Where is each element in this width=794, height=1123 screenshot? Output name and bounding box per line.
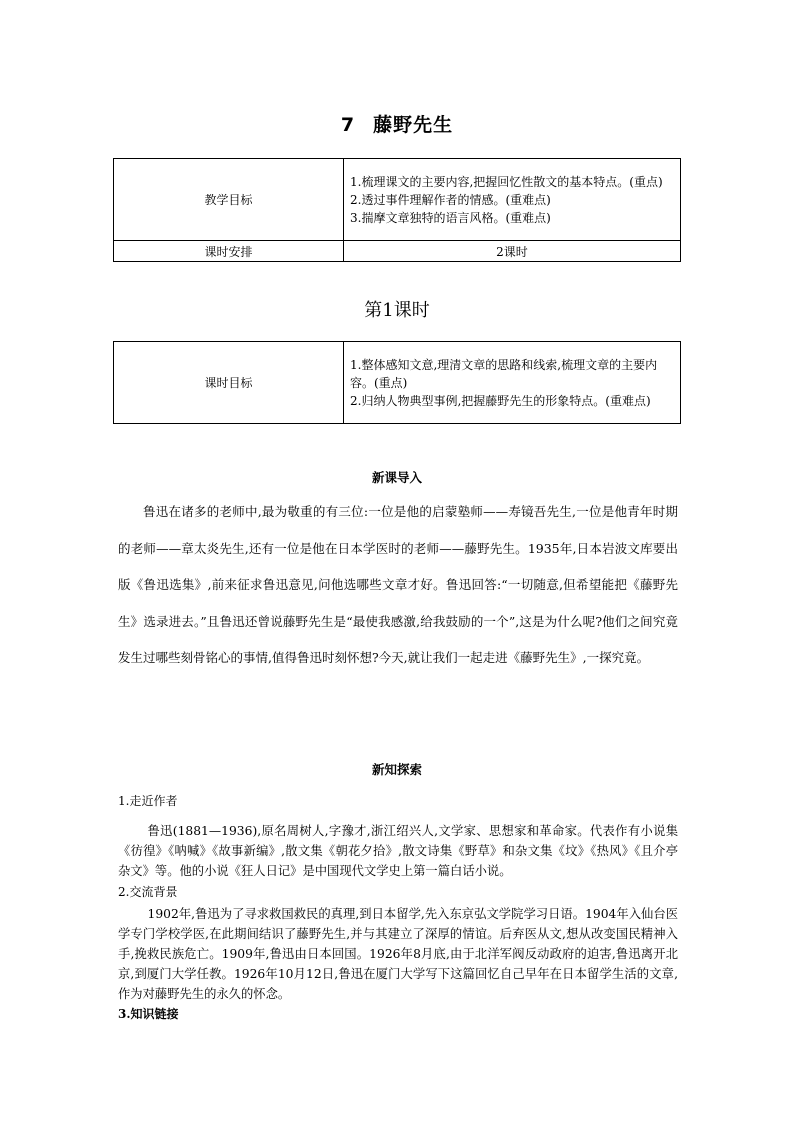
schedule-value: 2课时 [344,241,681,262]
goal-item: 2.归纳人物典型事例,把握藤野先生的形象特点。(重难点) [350,393,651,408]
teaching-goals-content [344,159,681,241]
background-heading: 2.交流背景 [118,885,178,899]
table-row [114,342,681,424]
document-title [0,110,794,137]
goal-item: 3.揣摩文章独特的语言风格。(重难点) [350,210,551,225]
author-paragraph: 鲁迅(1881—1936),原名周树人,字豫才,浙江绍兴人,文学家、思想家和革命家。代表作有小说集《彷徨》《呐喊》《故事新编》,散文集《朝花夕拾》,散文诗集《野草》和杂文集《坟》《热风》《且介亭杂文》等。他的小说《狂人日记》是中国现代文学史上第一篇白话小说。 [118,824,678,878]
author-heading: 1.走近作者 [118,794,178,808]
lesson-goals-content [344,342,681,424]
knowledge-link-heading: 3.知识链接 [118,1007,179,1021]
table-row [114,241,681,262]
table-row [114,159,681,241]
lesson-title: 藤野先生 [373,114,454,136]
explore-heading: 新知探索 [371,762,422,777]
intro-heading: 新课导入 [371,470,422,485]
lesson-goals-label: 课时目标 [114,342,344,424]
lesson-goals-table [113,341,681,424]
goal-item: 1.整体感知文意,理清文章的思路和线索,梳理文章的主要内容。(重点) [350,357,658,390]
intro-paragraph: 鲁迅在诸多的老师中,最为敬重的有三位:一位是他的启蒙塾师——寿镜吾先生,一位是他青年时期的老师——章太炎先生,还有一位是他在日本学医时的老师——藤野先生。1935年,日本岩波文库要出版《鲁迅选集》,前来征求鲁迅意见,问他选哪些文章才好。鲁迅回答:“一切随意,但希望能把《藤野先生》选录进去。”且鲁迅还曾说藤野先生是“最使我感激,给我鼓励的一个”,这是为什么呢?他们之间究竟发生过哪些刻骨铭心的事情,值得鲁迅时刻怀想?今天,就让我们一起走进《藤野先生》,一探究竟。 [118,504,678,665]
background-paragraph: 1902年,鲁迅为了寻求救国救民的真理,到日本留学,先入东京弘文学院学习日语。1904年入仙台医学专门学校学医,在此期间结识了藤野先生,并与其建立了深厚的情谊。后弃医从文,想从改变国民精神入手,挽救民族危亡。1909年,鲁迅由日本回国。1926年8月底,由于北洋军阀反动政府的迫害,鲁迅离开北京,到厦门大学任教。1926年10月12日,鲁迅在厦门大学写下这篇回忆自己早年在日本留学生活的文章,作为对藤野先生的永久的怀念。 [118,907,678,1001]
schedule-label: 课时安排 [114,241,344,262]
lesson-period-title: 第1课时 [364,300,430,321]
teaching-goals-label: 教学目标 [114,159,344,241]
goal-item: 2.透过事件理解作者的情感。(重难点) [350,192,551,207]
teaching-goals-table [113,158,681,262]
lesson-number: 7 [340,114,356,136]
goal-item: 1.梳理课文的主要内容,把握回忆性散文的基本特点。(重点) [350,174,663,189]
